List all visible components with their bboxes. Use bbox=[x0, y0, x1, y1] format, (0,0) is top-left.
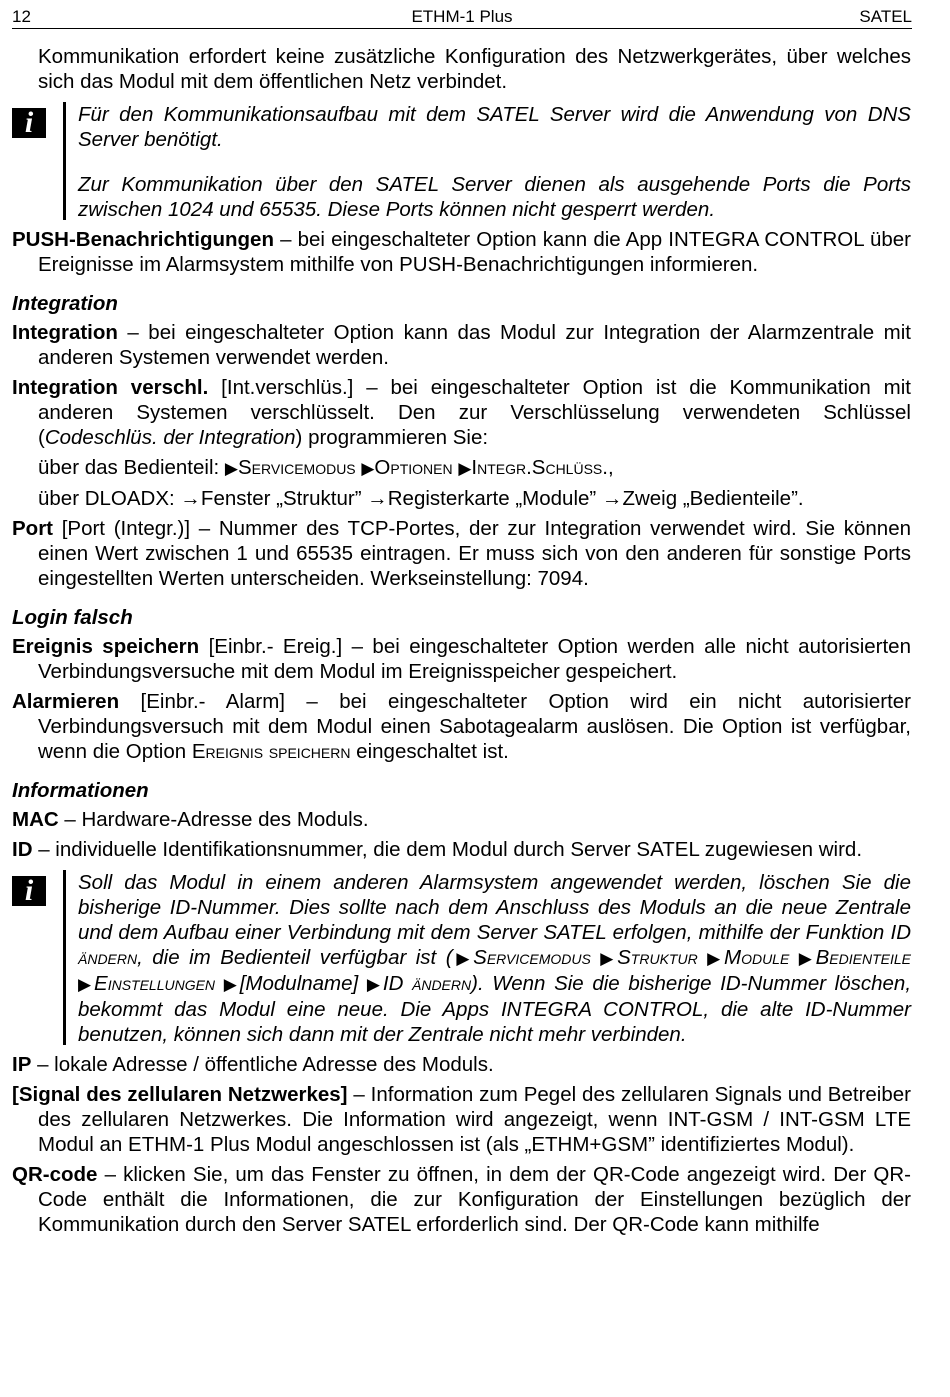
page-header bbox=[12, 4, 912, 29]
menu-step: [Modulname] bbox=[239, 972, 367, 995]
menu-step: Einstellungen bbox=[94, 972, 216, 995]
parameter-name: Codeschlüs. der Integration bbox=[44, 426, 296, 449]
note-text bbox=[78, 870, 911, 1047]
option-description: [Port (Integr.)] – Nummer des TCP-Portes, der zur Integration verwendet wird. Sie können einen Wert zwischen 1 und 65535 eintragen. Er muss sich von den anderen für sonstige Ports eingestellten Werten unterscheiden. Werkseinstellung: 7094. bbox=[38, 517, 911, 590]
brand-name: SATEL bbox=[859, 7, 912, 26]
mac-field bbox=[12, 807, 911, 832]
option-term: MAC bbox=[12, 808, 59, 831]
option-description: eingeschaltet ist. bbox=[350, 740, 509, 763]
page-number: 12 bbox=[12, 7, 31, 26]
path-step: Registerkarte „Module” bbox=[387, 487, 602, 510]
triangle-icon: ▶ bbox=[224, 459, 238, 478]
qr-code-button bbox=[12, 1162, 911, 1237]
triangle-icon: ▶ bbox=[707, 949, 724, 968]
option-term: ID bbox=[12, 838, 33, 861]
menu-step: Bedienteile bbox=[815, 946, 911, 969]
event-option bbox=[12, 634, 911, 684]
option-description: – Information zum Pegel des zellularen Signals und Betreiber des zellularen Netzwerkes. Die Information wird angezeigt, wenn INT-GSM / INT-GSM LTE Modul an ETHM-1 Plus Modul angeschlossen ist (als „ETHM+GSM” identifiziertes Modul). bbox=[38, 1083, 911, 1156]
note-text: Für den Kommunikationsaufbau mit dem SATEL Server wird die Anwendung von DNS Server benötigt. bbox=[78, 103, 911, 151]
arrow-icon: → bbox=[180, 487, 201, 510]
path-prefix: über das Bedienteil: bbox=[38, 456, 225, 479]
path-step: Fenster „Struktur” bbox=[200, 487, 368, 510]
option-term: Port bbox=[12, 517, 53, 540]
note-bar bbox=[63, 102, 66, 220]
menu-step: Servicemodus bbox=[237, 456, 356, 479]
punctuation: , bbox=[607, 456, 614, 479]
section-heading: Login falsch bbox=[12, 606, 133, 629]
option-term: Integration bbox=[12, 321, 118, 344]
option-description: [Int.verschlüs.] – bei eingeschalteter Option ist die Kommunikation mit anderen Systemen verschlüsselt. Den zur Verschlüsselung verwendeten Schlüssel ( bbox=[38, 376, 911, 449]
section-heading: Informationen bbox=[12, 779, 149, 802]
info-note bbox=[12, 102, 911, 222]
push-option bbox=[12, 227, 911, 277]
triangle-icon: ▶ bbox=[458, 459, 472, 478]
arrow-icon: → bbox=[601, 487, 623, 510]
option-description: [Einbr.- Alarm] – bei eingeschalteter Option wird ein nicht autorisierter Verbindungsversuch mit dem Modul einen Sabotagealarm auslösen. Die Option ist verfügbar, wenn die Option bbox=[38, 690, 911, 763]
path-step: Zweig „Bedienteile”. bbox=[622, 487, 804, 510]
integration-option bbox=[12, 320, 911, 370]
menu-step: Integr.Schlüss. bbox=[471, 456, 608, 479]
option-term: Ereignis speichern bbox=[12, 635, 200, 658]
option-term: [Signal des zellularen Netzwerkes] bbox=[12, 1083, 348, 1106]
integration-encryption-option bbox=[12, 375, 911, 450]
menu-step: Module bbox=[724, 946, 790, 969]
path-prefix: über DLOADX: bbox=[38, 487, 181, 510]
section-heading: Integration bbox=[12, 292, 118, 315]
arrow-icon: → bbox=[367, 487, 388, 510]
option-description: – bei eingeschalteter Option kann die App INTEGRA CONTROL über Ereignisse im Alarmsystem mithilfe von PUSH-Benachrichtigungen informieren. bbox=[38, 228, 911, 276]
note-text: Zur Kommunikation über den SATEL Server dienen als ausgehende Ports die Ports zwischen 1024 und 65535. Diese Ports können nicht gesperrt werden. bbox=[78, 173, 911, 221]
triangle-icon: ▶ bbox=[361, 459, 375, 478]
menu-step: ID ändern bbox=[382, 972, 472, 995]
cellular-signal-field bbox=[12, 1082, 911, 1157]
option-description: – klicken Sie, um das Fenster zu öffnen, in dem der QR-Code angezeigt wird. Der QR-Code enthält die Informationen, die zur Konfiguration der Einstellungen bezüglich der Kommunikation durch den Server SATEL erforderlich sind. Der QR-Code kann mithilfe bbox=[38, 1163, 911, 1236]
option-term: PUSH-Benachrichtigungen bbox=[12, 228, 274, 251]
option-term: Alarmieren bbox=[12, 690, 120, 713]
alarm-option bbox=[12, 689, 911, 764]
option-description: – lokale Adresse / öffentliche Adresse des Moduls. bbox=[31, 1053, 494, 1076]
triangle-icon: ▶ bbox=[78, 975, 95, 994]
note-text-part: ). Wenn Sie die bisherige ID-Nummer löschen, bekommt das Modul eine neue. Die Apps INTEGRA CONTROL, die alte ID-Nummer benutzen, können sich dann mit der Zentrale nicht mehr verbinden. bbox=[78, 972, 912, 1046]
triangle-icon: ▶ bbox=[798, 949, 816, 968]
option-term: QR-code bbox=[12, 1163, 98, 1186]
note-text-part: , die im Bedienteil verfügbar ist ( bbox=[137, 946, 453, 969]
triangle-icon: ▶ bbox=[600, 949, 618, 968]
option-description: [Einbr.- Ereig.] – bei eingeschalteter Option werden alle nicht autorisierten Verbindungsversuche mit dem Modul im Ereignisspeicher gespeichert. bbox=[38, 635, 911, 683]
triangle-icon: ▶ bbox=[223, 975, 240, 994]
document-title: ETHM-1 Plus bbox=[411, 7, 513, 26]
ip-field bbox=[12, 1052, 911, 1077]
option-description: – bei eingeschalteter Option kann das Modul zur Integration der Alarmzentrale mit anderen Systemen verwendet werden. bbox=[38, 321, 911, 369]
option-term: IP bbox=[12, 1053, 32, 1076]
id-field bbox=[12, 837, 911, 862]
triangle-icon: ▶ bbox=[452, 949, 474, 968]
info-note bbox=[12, 870, 911, 1047]
option-term: Integration verschl. bbox=[12, 376, 209, 399]
option-description: ) programmieren Sie: bbox=[295, 426, 489, 449]
keypad-path bbox=[12, 455, 911, 481]
triangle-icon: ▶ bbox=[366, 975, 383, 994]
info-icon: i bbox=[12, 108, 46, 138]
page-content bbox=[12, 44, 911, 1237]
function-name: ID ändern bbox=[78, 921, 911, 969]
menu-step: Struktur bbox=[617, 946, 698, 969]
option-description: – individuelle Identifikationsnummer, die dem Modul durch Server SATEL zugewiesen wird. bbox=[32, 838, 863, 861]
dloadx-path bbox=[12, 486, 911, 511]
option-description: – Hardware-Adresse des Moduls. bbox=[58, 808, 369, 831]
menu-step: Optionen bbox=[374, 456, 453, 479]
info-icon: i bbox=[12, 876, 46, 906]
intro-paragraph: Kommunikation erfordert keine zusätzliche Konfiguration des Netzwerkgerätes, über welches sich das Modul mit dem öffentlichen Netz verbindet. bbox=[38, 45, 911, 93]
port-option bbox=[12, 516, 911, 591]
note-text-part: Soll das Modul in einem anderen Alarmsystem angewendet werden, löschen Sie die bisherige ID-Nummer. Dies sollte nach dem Anschluss des Moduls an die neue Zentrale und dem Aufbau einer Verbindung mit dem Server SATEL erfolgen, mithilfe der Funktion bbox=[78, 871, 911, 944]
note-bar bbox=[63, 870, 66, 1045]
option-reference: Ereignis speichern bbox=[191, 740, 351, 763]
menu-step: Servicemodus bbox=[473, 946, 591, 969]
